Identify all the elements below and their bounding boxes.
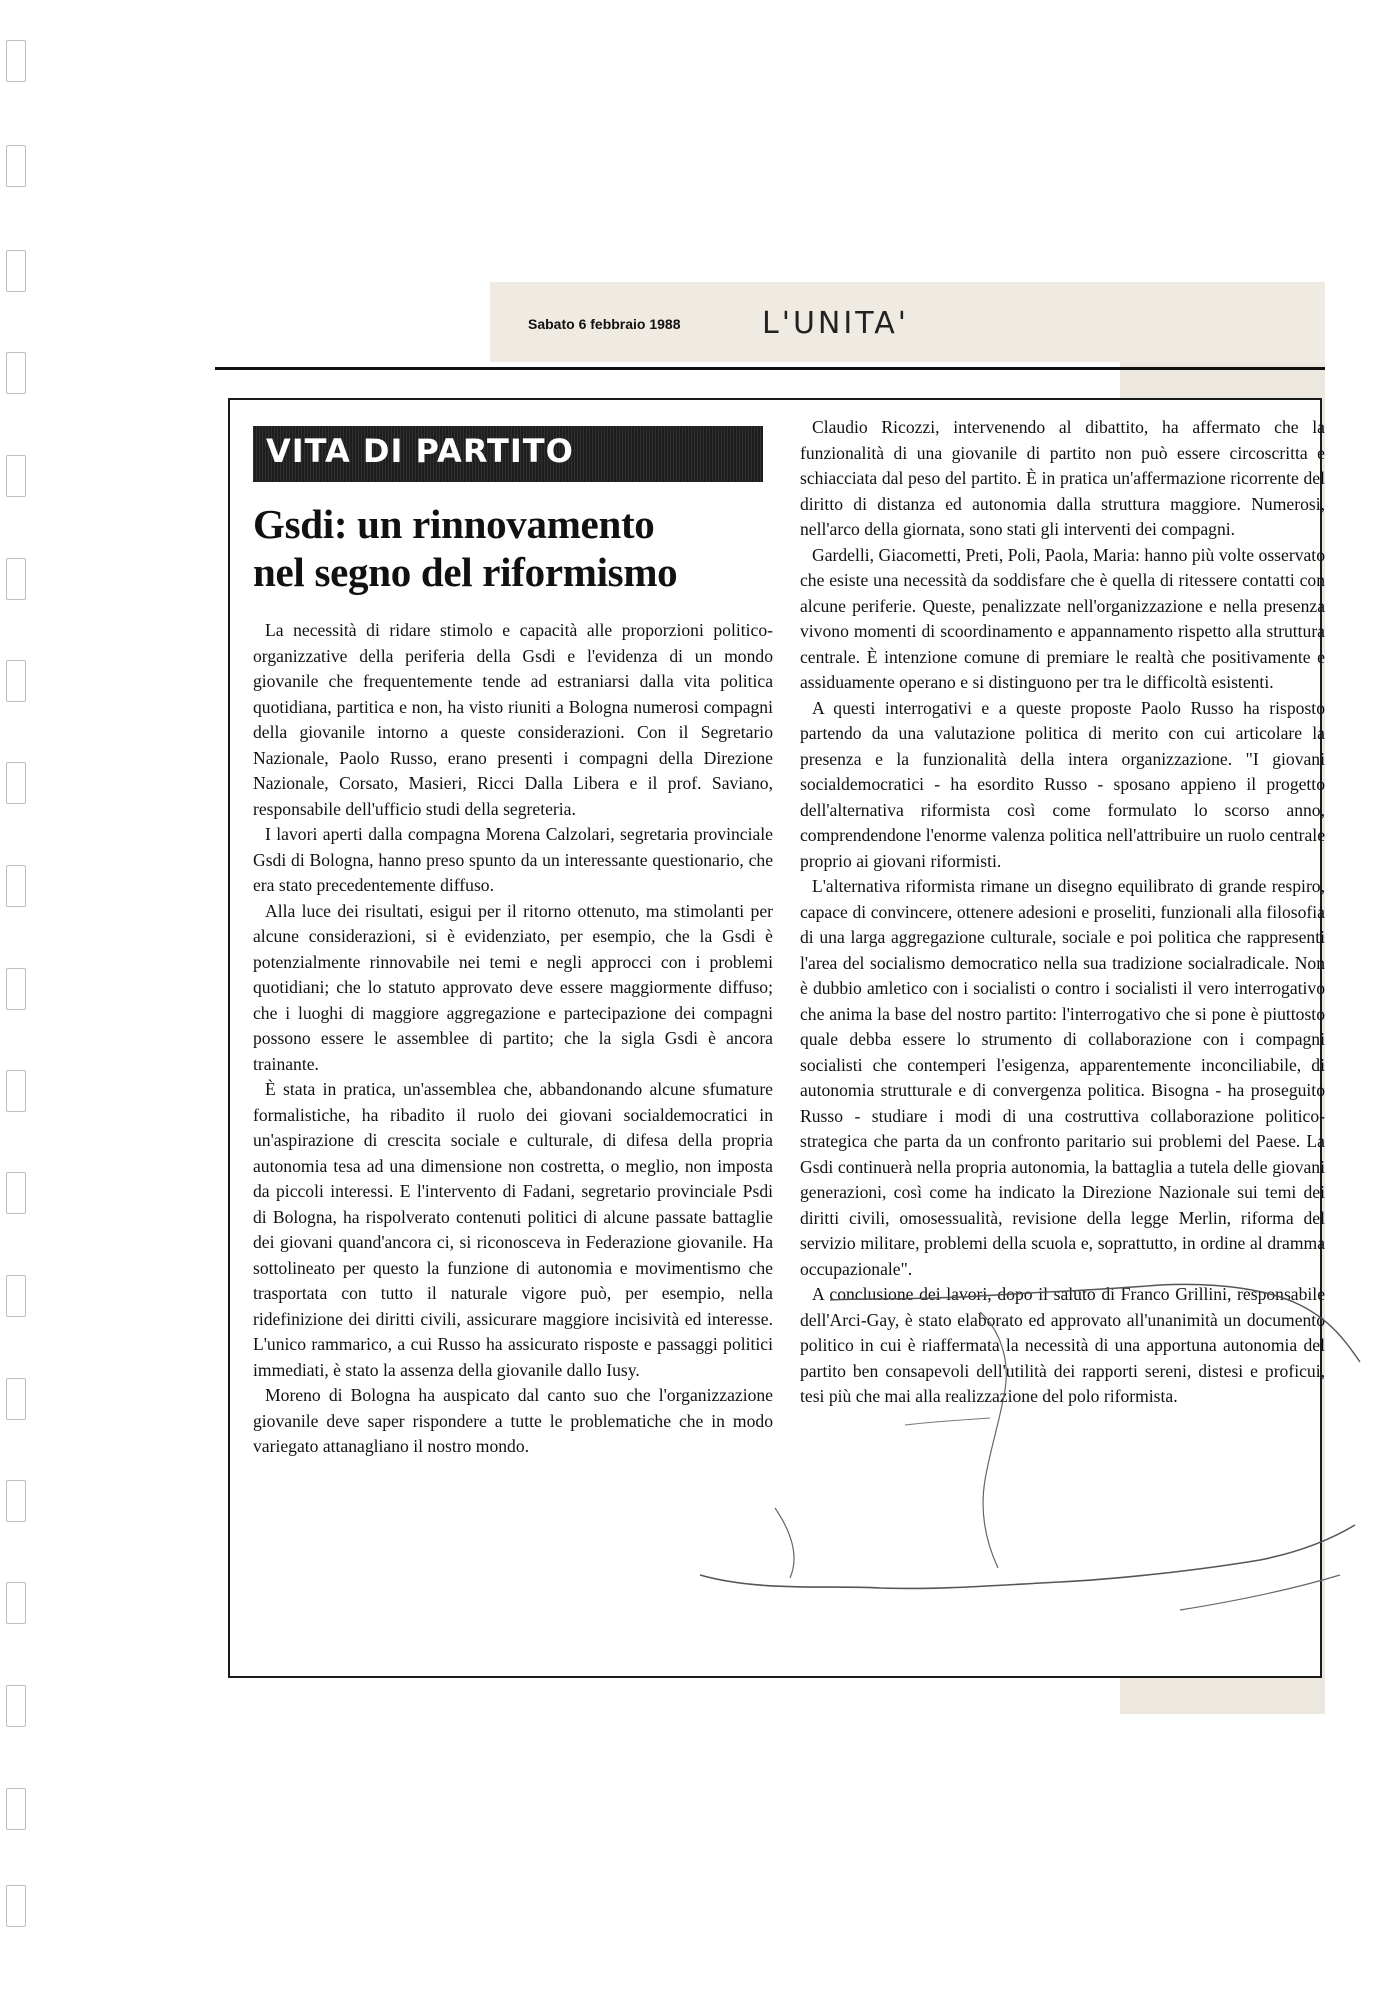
- binder-hole: [6, 1070, 26, 1112]
- binder-hole: [6, 1685, 26, 1727]
- paragraph: I lavori aperti dalla compagna Morena Calzolari, segretaria provinciale Gsdi di Bologna, hanno preso spunto da un interessante questionario, che era stato precedentemente diffuso.: [253, 824, 773, 895]
- article-headline: [253, 500, 773, 596]
- binder-hole: [6, 1172, 26, 1214]
- paragraph: La necessità di ridare stimolo e capacità alle proporzioni politico-organizzative della periferia della Gsdi e l'evidenza di un mondo giovanile che frequentemente tende ad estraniarsi dalla vita politica quotidiana, partitica e non, ha visto riuniti a Bologna numerosi compagni della giovanile intorno a queste considerazioni. Con il Segretario Nazionale, Paolo Russo, erano presenti i compagni della Direzione Nazionale, Corsato, Masieri, Ricci Dalla Libera e il prof. Saviano, responsabile dell'ufficio studi della segreteria.: [253, 620, 773, 819]
- binder-hole: [6, 660, 26, 702]
- paragraph: Gardelli, Giacometti, Preti, Poli, Paola, Maria: hanno più volte osservato che esiste una necessità da soddisfare che è quella di ritessere contatti con alcune periferie. Queste, penalizzate nell'organizzazione e nella presenza vivono momenti di scoordinamento e appannamento rispetto alla struttura centrale. È intenzione comune di premiare le realtà che positivamente e assiduamente operano e si distinguono per tra le difficoltà esistenti.: [800, 544, 1325, 692]
- binder-hole: [6, 455, 26, 497]
- publication-date: Sabato 6 febbraio 1988: [528, 316, 681, 332]
- handwritten-masthead: L'UNITA': [762, 306, 909, 341]
- article-column-left: [253, 618, 773, 1460]
- binder-hole: [6, 352, 26, 394]
- header-rule: [215, 367, 1325, 370]
- binder-hole: [6, 1885, 26, 1927]
- binder-hole: [6, 250, 26, 292]
- binder-hole: [6, 865, 26, 907]
- binder-hole: [6, 1275, 26, 1317]
- paragraph: Alla luce dei risultati, esigui per il ritorno ottenuto, ma stimolanti per alcune considerazioni, si è evidenziato, per esempio, che la Gsdi è potenzialmente rinnovabile nei temi e negli approcci con i problemi quotidiani; che lo statuto approvato deve essere maggiormente diffuso; che i luoghi di maggiore aggregazione e partecipazione dei compagni possono essere le assemblee di partito; che la sigla Gsdi è ancora trainante.: [253, 900, 773, 1074]
- paragraph: L'alternativa riformista rimane un disegno equilibrato di grande respiro, capace di convincere, ottenere adesioni e proseliti, funzionali alla filosofia di una larga aggregazione culturale, sociale e poi politica che rappresenti l'area del socialismo democratico nella sua tradizione socialradicale. Non è dubbio amletico con i socialisti o contro i socialisti il vero interrogativo che anima la base del nostro partito: l'interrogativo che si pone è piuttosto quale debba essere lo strumento di collaborazione con i compagni socialisti che contemperi l'esigenza, apparentemente inconciliabile, di autonomia strutturale e di convergenza politica. Bisogna - ha proseguito Russo - studiare i modi di una costruttiva collaborazione politico-strategica che parta da un confronto paritario sui problemi del Paese. La Gsdi continuerà nella propria autonomia, la battaglia a tutela delle giovani generazioni, così come ha indicato la Direzione Nazionale sui temi dei diritti civili, omosessualità, revisione della legge Merlin, riforma del servizio militare, problemi della scuola e, soprattutto, in ordine al dramma occupazionale".: [800, 876, 1325, 1279]
- article-column-right: [800, 415, 1325, 1410]
- binder-hole: [6, 40, 26, 82]
- paragraph: A conclusione dei lavori, dopo il saluto di Franco Grillini, responsabile dell'Arci-Gay, è stato elaborato ed approvato all'unanimità un documento politico in cui è riaffermata la necessità di una apportuna autonomia del partito ben consapevoli dell'utilità dei rapporti sereni, distesi e proficui, tesi più che mai alla realizzazione del polo riformista.: [800, 1284, 1325, 1406]
- paragraph: A questi interrogativi e a queste proposte Paolo Russo ha risposto partendo da una valutazione politica di merito con cui articolare la presenza e la funzionalità della intera organizzazione. "I giovani socialdemocratici - ha esordito Russo - sposano appieno il progetto dell'alternativa riformista così come formulato lo scorso anno, comprendendone l'enorme valenza politica nell'attribuire un ruolo centrale proprio ai giovani riformisti.: [800, 697, 1325, 871]
- binder-hole: [6, 968, 26, 1010]
- binder-holes: [6, 40, 32, 1920]
- section-label: VITA DI PARTITO: [266, 432, 574, 470]
- binder-hole: [6, 1378, 26, 1420]
- paragraph: Claudio Ricozzi, intervenendo al dibattito, ha affermato che la funzionalità di una giovanile di partito non può essere circoscritta e schiacciata dal peso del partito. È in pratica un'affermazione ricorrente del diritto di distanza ed autonomia dalla struttura maggiore. Numerosi, nell'arco della giornata, sono stati gli interventi dei compagni.: [800, 417, 1325, 539]
- paragraph: È stata in pratica, un'assemblea che, abbandonando alcune sfumature formalistiche, ha ribadito il ruolo dei giovani socialdemocratici in un'aspirazione di crescita sociale e culturale, di difesa della propria autonomia tesa ad una dimensione non costretta, o meglio, non imposta da piccoli interessi. E l'intervento di Fadani, segretario provinciale Psdi di Bologna, ha rispolverato contenuti politici di alcune passate battaglie dei giovani quand'ancora ci, si riconosceva in Federazione giovanile. Ha sottolineato per questo la funzione di autonomia e movimentismo che trasportata con tutto il naturale vigore può, per esempio, nella ridefinizione dei diritti civili, assicurare maggiore incisività ed interesse. L'unico rammarico, a cui Russo ha assicurato risposte e passaggi politici immediati, è stato la assenza della giovanile dallo Iusy.: [253, 1079, 773, 1380]
- headline-line-1: Gsdi: un rinnovamento: [253, 501, 655, 547]
- headline-line-2: nel segno del riformismo: [253, 549, 678, 595]
- binder-hole: [6, 558, 26, 600]
- binder-hole: [6, 1582, 26, 1624]
- binder-hole: [6, 1788, 26, 1830]
- binder-hole: [6, 762, 26, 804]
- binder-hole: [6, 1480, 26, 1522]
- paragraph: Moreno di Bologna ha auspicato dal canto suo che l'organizzazione giovanile deve saper rispondere a tutte le problematiche che in modo variegato attanagliano il nostro mondo.: [253, 1385, 773, 1456]
- binder-hole: [6, 145, 26, 187]
